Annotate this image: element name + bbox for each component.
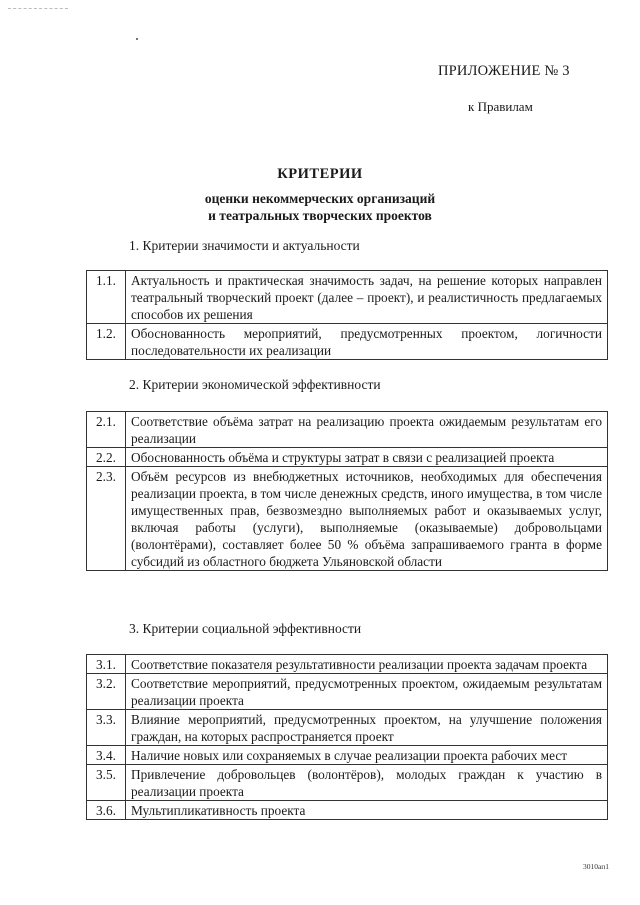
criteria-table-2 [86, 411, 608, 571]
criterion-text: Соответствие мероприятий, предусмотренных проектом, ожидаемым результатам реализации проекта [126, 674, 608, 710]
criterion-number: 3.2. [87, 674, 126, 710]
criterion-text: Влияние мероприятий, предусмотренных проектом, на улучшение положения граждан, на которых распространяется проект [126, 710, 608, 746]
criteria-table-3 [86, 654, 608, 820]
criterion-number: 3.6. [87, 801, 126, 820]
table-row [87, 448, 608, 467]
table-row [87, 746, 608, 765]
table-row [87, 801, 608, 820]
footer-code: 3010ап1 [583, 862, 609, 871]
table-row [87, 765, 608, 801]
table-row [87, 412, 608, 448]
criterion-number: 3.3. [87, 710, 126, 746]
section-heading-3: 3. Критерии социальной эффективности [129, 621, 362, 636]
appendix-reference: к Правилам [468, 99, 533, 114]
criterion-number: 1.2. [87, 324, 126, 360]
table-row [87, 324, 608, 360]
criterion-number: 3.5. [87, 765, 126, 801]
criteria-table-1 [86, 270, 608, 360]
criterion-text: Актуальность и практическая значимость задач, на решение которых направлен театральный творческий проект (далее – проект), и реалистичность предлагаемых способов их решения [126, 271, 608, 324]
appendix-label: ПРИЛОЖЕНИЕ № 3 [438, 63, 570, 79]
criterion-text: Обоснованность объёма и структуры затрат в связи с реализацией проекта [126, 448, 608, 467]
scan-artifact [8, 8, 68, 9]
document-title: КРИТЕРИИ [277, 166, 363, 182]
table-row [87, 467, 608, 571]
document-title-block [0, 166, 640, 224]
criterion-number: 1.1. [87, 271, 126, 324]
criterion-text: Наличие новых или сохраняемых в случае реализации проекта рабочих мест [126, 746, 608, 765]
table-row [87, 710, 608, 746]
criterion-text: Объём ресурсов из внебюджетных источников, необходимых для обеспечения реализации проекта, в том числе денежных средств, иного имущества, в том числе имущественных прав, безвозмездно выполняемых работ и оказываемых услуг, включая работы (услуги), выполняемые (оказываемые) добровольцами (волонтёрами), составляет более 50 % объёма запрашиваемого гранта в форме субсидий из областного бюджета Ульяновской области [126, 467, 608, 571]
criterion-number: 3.4. [87, 746, 126, 765]
table-row [87, 271, 608, 324]
section-heading-2: 2. Критерии экономической эффективности [129, 377, 381, 392]
table-row [87, 655, 608, 674]
criterion-text: Соответствие объёма затрат на реализацию проекта ожидаемым результатам его реализации [126, 412, 608, 448]
criterion-number: 2.1. [87, 412, 126, 448]
table-row [87, 674, 608, 710]
document-subtitle-line-1: оценки некоммерческих организаций [204, 191, 436, 206]
criterion-text: Соответствие показателя результативности реализации проекта задачам проекта [126, 655, 608, 674]
section-heading-1: 1. Критерии значимости и актуальности [129, 238, 360, 253]
criterion-number: 3.1. [87, 655, 126, 674]
criterion-text: Привлечение добровольцев (волонтёров), молодых граждан к участию в реализации проекта [126, 765, 608, 801]
document-subtitle-line-2: и театральных творческих проектов [208, 208, 432, 223]
criterion-number: 2.2. [87, 448, 126, 467]
scan-dot [136, 38, 138, 40]
criterion-text: Мультипликативность проекта [126, 801, 608, 820]
criterion-text: Обоснованность мероприятий, предусмотренных проектом, логичности последовательности их реализации [126, 324, 608, 360]
criterion-number: 2.3. [87, 467, 126, 571]
